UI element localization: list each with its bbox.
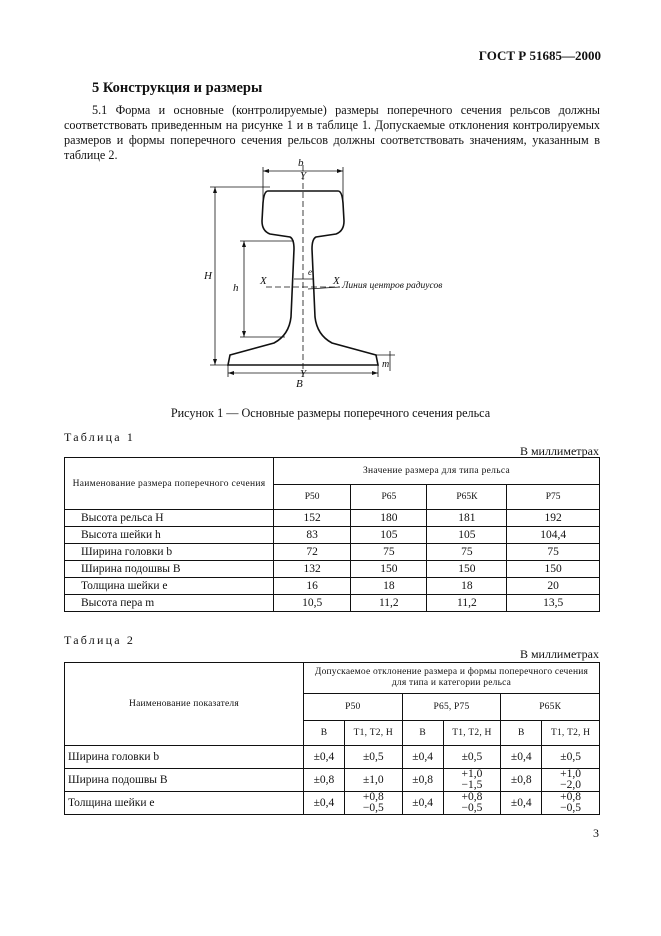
table2-type-header: Р65К — [501, 694, 600, 721]
row-name: Высота шейки h — [65, 527, 274, 544]
cell: ±0,5 — [542, 746, 600, 769]
row-name: Высота рельса H — [65, 510, 274, 527]
table2-subcol-header: Т1, Т2, Н — [443, 721, 501, 746]
cell: 20 — [507, 578, 600, 595]
cell: 192 — [507, 510, 600, 527]
page-number: 3 — [593, 826, 599, 840]
paragraph-5-1: 5.1 Форма и основные (контролируемые) размеры поперечного сечения рельсов должны соответствовать приведенным на рисунке 1 и в таблице 1. Допускаемые отклонения контролируемых размеров и формы поперечного сечения рельсов должны соответствовать значениям, указанным в таблице 2. — [64, 103, 600, 162]
cell: ±0,4 — [304, 792, 345, 815]
cell: 180 — [351, 510, 427, 527]
cell: 75 — [351, 544, 427, 561]
label-b: b — [298, 157, 304, 169]
cell: 11,2 — [351, 595, 427, 612]
cell: ±0,8 — [304, 769, 345, 792]
table2-type-header: Р50 — [304, 694, 403, 721]
cell: 75 — [427, 544, 507, 561]
cell: 104,4 — [507, 527, 600, 544]
table2-subcol-header: Т1, Т2, Н — [542, 721, 600, 746]
row-name: Ширина головки b — [65, 746, 304, 769]
cell: 150 — [507, 561, 600, 578]
table-row — [65, 746, 600, 769]
row-name: Ширина головки b — [65, 544, 274, 561]
table-row — [65, 510, 600, 527]
table2-type-header: Р65, Р75 — [402, 694, 501, 721]
table2-header-group: Допускаемое отклонение размера и формы поперечного сечения для типа и категории рельса — [304, 663, 600, 694]
table-row — [65, 792, 600, 815]
cell: +0,8 −0,5 — [542, 792, 600, 815]
table1-label: Таблица 1 — [64, 430, 136, 444]
cell: +1,0 −1,5 — [443, 769, 501, 792]
document-code: ГОСТ Р 51685—2000 — [478, 48, 601, 63]
label-m: m — [382, 359, 390, 370]
table-row — [65, 769, 600, 792]
rail-cross-section-figure — [190, 157, 480, 389]
table2-label: Таблица 2 — [64, 633, 136, 647]
table2 — [64, 662, 600, 815]
cell: ±1,0 — [344, 769, 402, 792]
cell: 13,5 — [507, 595, 600, 612]
table2-header-name: Наименование показателя — [65, 663, 304, 746]
cell: ±0,8 — [402, 769, 443, 792]
label-h: h — [233, 282, 239, 294]
cell: ±0,4 — [501, 792, 542, 815]
cell: ±0,4 — [304, 746, 345, 769]
label-B: B — [296, 378, 303, 389]
cell: +0,8 −0,5 — [344, 792, 402, 815]
table1-col-header: Р50 — [274, 485, 351, 510]
table-row — [65, 527, 600, 544]
table1-col-header: Р75 — [507, 485, 600, 510]
cell: 11,2 — [427, 595, 507, 612]
row-name: Толщина шейки e — [65, 578, 274, 595]
cell: +1,0 −2,0 — [542, 769, 600, 792]
label-y-top: Y — [300, 170, 307, 182]
label-e: e — [308, 267, 312, 277]
cell: 105 — [427, 527, 507, 544]
label-H: H — [204, 270, 212, 282]
table2-subcol-header: В — [501, 721, 542, 746]
cell: 150 — [427, 561, 507, 578]
cell: +0,8 −0,5 — [443, 792, 501, 815]
cell: 75 — [507, 544, 600, 561]
cell: 10,5 — [274, 595, 351, 612]
label-center-line: Линия центров радиусов — [342, 281, 443, 291]
label-y-bottom: Y — [300, 368, 307, 380]
label-x-right: X — [333, 275, 340, 287]
label-x-left: X — [260, 275, 267, 287]
cell: 16 — [274, 578, 351, 595]
table-row — [65, 561, 600, 578]
row-name: Толщина шейки e — [65, 792, 304, 815]
table2-subcol-header: В — [402, 721, 443, 746]
cell: 181 — [427, 510, 507, 527]
cell: 105 — [351, 527, 427, 544]
table-row — [65, 578, 600, 595]
table1 — [64, 457, 600, 612]
figure-caption: Рисунок 1 — Основные размеры поперечного сечения рельса — [170, 406, 491, 420]
row-name: Ширина подошвы B — [65, 769, 304, 792]
cell: ±0,5 — [443, 746, 501, 769]
table1-header-group: Значение размера для типа рельса — [274, 458, 600, 485]
table1-units: В миллиметрах — [519, 444, 599, 458]
table-row — [65, 595, 600, 612]
cell: 18 — [351, 578, 427, 595]
cell: ±0,4 — [402, 746, 443, 769]
cell: 152 — [274, 510, 351, 527]
cell: 132 — [274, 561, 351, 578]
cell: 18 — [427, 578, 507, 595]
cell: 150 — [351, 561, 427, 578]
table-row — [65, 544, 600, 561]
section-title: 5 Конструкция и размеры — [92, 80, 263, 96]
cell: ±0,8 — [501, 769, 542, 792]
cell: ±0,5 — [344, 746, 402, 769]
cell: ±0,4 — [402, 792, 443, 815]
table2-subcol-header: Т1, Т2, Н — [344, 721, 402, 746]
table2-subcol-header: В — [304, 721, 345, 746]
table1-col-header: Р65К — [427, 485, 507, 510]
table2-units: В миллиметрах — [519, 647, 599, 661]
cell: ±0,4 — [501, 746, 542, 769]
table1-header-name: Наименование размера поперечного сечения — [65, 458, 274, 510]
row-name: Ширина подошвы B — [65, 561, 274, 578]
row-name: Высота пера m — [65, 595, 274, 612]
cell: 83 — [274, 527, 351, 544]
cell: 72 — [274, 544, 351, 561]
table1-col-header: Р65 — [351, 485, 427, 510]
